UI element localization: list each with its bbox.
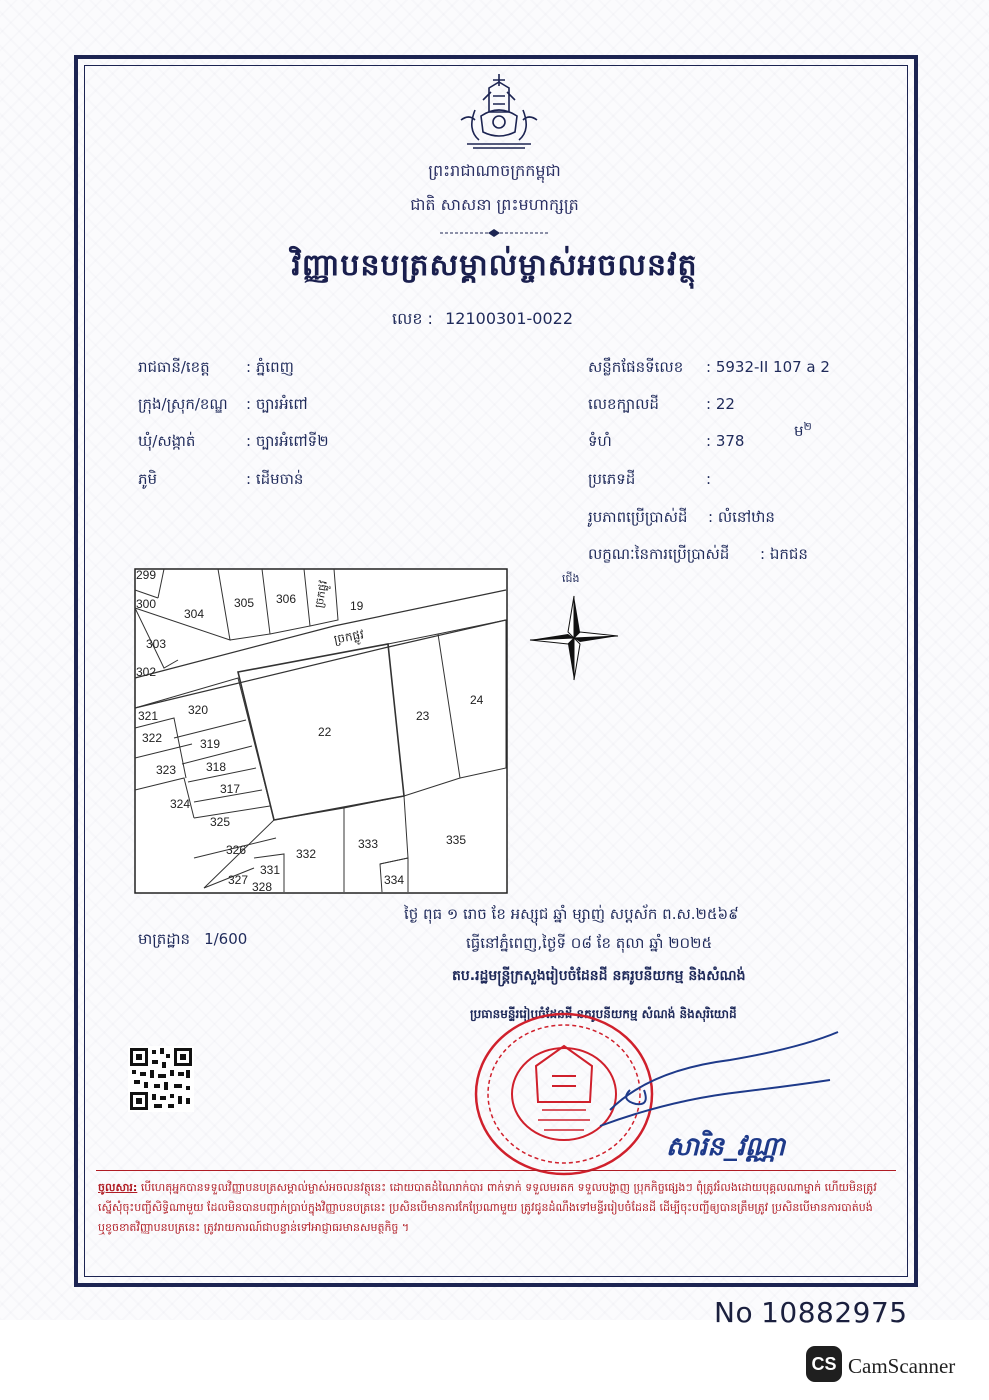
director-title: ប្រធានមន្ទីររៀបចំដែនដី នគរូបនីយកម្ម សំណង់ និងសុរិយោដី (470, 1007, 737, 1021)
field-parcel-no-value: : 22 (706, 395, 735, 413)
field-use-nature-label: លក្ខណៈនៃការប្រើប្រាស់ដី (588, 545, 730, 563)
field-province-label: រាជធានី/ខេត្ត (138, 358, 210, 376)
camscanner-logo-icon: CS (806, 1346, 842, 1382)
field-use-nature-value: : ឯកជន (760, 545, 808, 563)
certificate-number-value: 12100301-0022 (445, 309, 574, 328)
map-scale (138, 930, 247, 952)
certificate-number (392, 308, 573, 332)
parcel-333: 333 (358, 837, 379, 851)
parcel-320: 320 (188, 703, 209, 717)
note-heading: ចូលសារ: (98, 1181, 138, 1194)
parcel-24: 24 (470, 693, 484, 707)
scale-label: មាត្រដ្ឋាន (138, 930, 191, 948)
parcel-321: 321 (138, 709, 159, 723)
field-map-sheet-value: : 5932-II 107 a 2 (706, 358, 830, 376)
parcel-325: 325 (210, 815, 231, 829)
area-unit-superscript: ២ (803, 420, 812, 433)
parcel-318: 318 (206, 760, 227, 774)
parcel-319: 319 (200, 737, 221, 751)
parcel-335: 335 (446, 833, 467, 847)
parcel-326: 326 (226, 843, 247, 857)
field-commune-value: : ច្បារអំពៅទី២ (246, 432, 329, 450)
certificate-title: វិញ្ញាបនបត្រសម្គាល់ម្ចាស់អចលនវត្ថុ (291, 248, 698, 283)
serial-value: 10882975 (761, 1296, 908, 1329)
field-land-type-label: ប្រភេទដី (588, 470, 636, 488)
north-arrow-compass-icon (526, 588, 622, 688)
handwritten-signature (590, 1030, 840, 1140)
scale-value: 1/600 (204, 930, 248, 948)
field-district-value: : ច្បារអំពៅ (246, 395, 308, 413)
minister-title: តប.រដ្ឋមន្ត្រីក្រសួងរៀបចំដែនដី នគរូបនីយកម្ម និងសំណង់ (452, 968, 746, 984)
field-village-value: : ដើមចាន់ (246, 470, 304, 488)
note-separator (96, 1170, 896, 1171)
field-land-use-label: រូបភាពប្រើប្រាស់ដី (588, 508, 688, 526)
field-map-sheet-label: សន្លឹកផែនទីលេខ (588, 358, 684, 376)
parcel-22: 22 (318, 725, 332, 739)
parcel-331: 331 (260, 863, 281, 877)
field-land-use-value: : លំនៅឋាន (708, 508, 775, 526)
parcel-299: 299 (136, 568, 157, 582)
signer-name: សារិន_វណ្ណា (666, 1132, 786, 1162)
field-area-value: : 378 (706, 432, 745, 450)
parcel-305: 305 (234, 596, 255, 610)
road-label: ច្រកផ្លូវ (313, 579, 330, 610)
parcel-327: 327 (228, 873, 249, 887)
kingdom-heading: ព្រះរាជាណាចក្រកម្ពុជា (428, 161, 561, 180)
serial-number (714, 1296, 908, 1329)
ornamental-divider (438, 228, 550, 238)
cadastral-map (134, 568, 508, 894)
field-land-type-value: : (706, 470, 712, 488)
parcel-306: 306 (276, 592, 297, 606)
parcel-23: 23 (416, 709, 430, 723)
field-province-value: : ភ្នំពេញ (246, 358, 294, 376)
issue-date: ធ្វើនៅភ្នំពេញ,ថ្ងៃទី ០៨ ខែ តុលា ឆ្នាំ ២០២៥ (466, 934, 713, 952)
parcel-300: 300 (136, 597, 157, 611)
field-district-label: ក្រុង/ស្រុក/ខណ្ឌ (138, 395, 228, 413)
north-label: ជើង (562, 572, 580, 585)
legal-note (98, 1178, 896, 1238)
parcel-334: 334 (384, 873, 405, 887)
parcel-302: 302 (136, 665, 157, 679)
parcel-328: 328 (252, 880, 273, 894)
parcel-323: 323 (156, 763, 177, 777)
parcel-303: 303 (146, 637, 167, 651)
certificate-number-label: លេខ : (392, 309, 433, 328)
field-area-label: ទំហំ (588, 432, 612, 450)
lunar-date: ថ្ងៃ ពុធ ១ រោច ខែ អស្សុជ ឆ្នាំ ម្សាញ់ សប្តស័ក ព.ស.២៥៦៩ (404, 905, 739, 923)
parcel-322: 322 (142, 731, 163, 745)
qr-code-icon (128, 1046, 194, 1112)
road-label: ច្រកផ្លូវ (332, 627, 365, 647)
parcel-19: 19 (350, 599, 364, 613)
area-unit-base: ម (794, 422, 804, 440)
field-commune-label: ឃុំ/សង្កាត់ (138, 432, 196, 450)
parcel-317: 317 (220, 782, 241, 796)
parcel-304: 304 (184, 607, 205, 621)
national-motto: ជាតិ សាសនា ព្រះមហាក្សត្រ (410, 195, 579, 214)
field-village-label: ភូមិ (138, 470, 158, 488)
parcel-324: 324 (170, 797, 191, 811)
area-unit (794, 420, 812, 444)
field-parcel-no-label: លេខក្បាលដី (588, 395, 659, 413)
royal-emblem-icon (455, 70, 543, 152)
serial-prefix: No (714, 1296, 754, 1329)
note-text: បើហេតុអ្នកបានទទួលវិញ្ញាបនបត្រសម្គាល់ម្ចាស់អចលនវត្ថុនេះ ដោយបាតដំណៃរាក់បារ ពាក់ទាក់ ទទួលមរតក ទទួលបង្ហាញ ប្រុកកិច្ចផ្សេងៗ ពុំត្រូវរំលងដោយបុគ្គលណាម្នាក់ ហើយមិនត្រូវស្នើសុំចុះបញ្ជីសិទ្ធិណាមួយ ដែលមិនបានបញ្ជាក់ប្រាប់ក្នុងវិញ្ញាបនបត្រនេះ ប្រសិនបើមានការកែប្រែណាមួយ ត្រូវជូនដំណឹងទៅមន្ទីររៀបចំដែនដី ដើម្បីចុះបញ្ជីឲ្យបានត្រឹមត្រូវ ប្រសិនបើមានការបាត់បង់ ឬខូចខាតវិញ្ញាបនបត្រនេះ ត្រូវរាយការណ៍ជាបន្ទាន់ទៅអាជ្ញាធរមានសមត្ថកិច្ច ។ (98, 1181, 877, 1234)
camscanner-brand: CamScanner (848, 1354, 956, 1378)
parcel-332: 332 (296, 847, 317, 861)
